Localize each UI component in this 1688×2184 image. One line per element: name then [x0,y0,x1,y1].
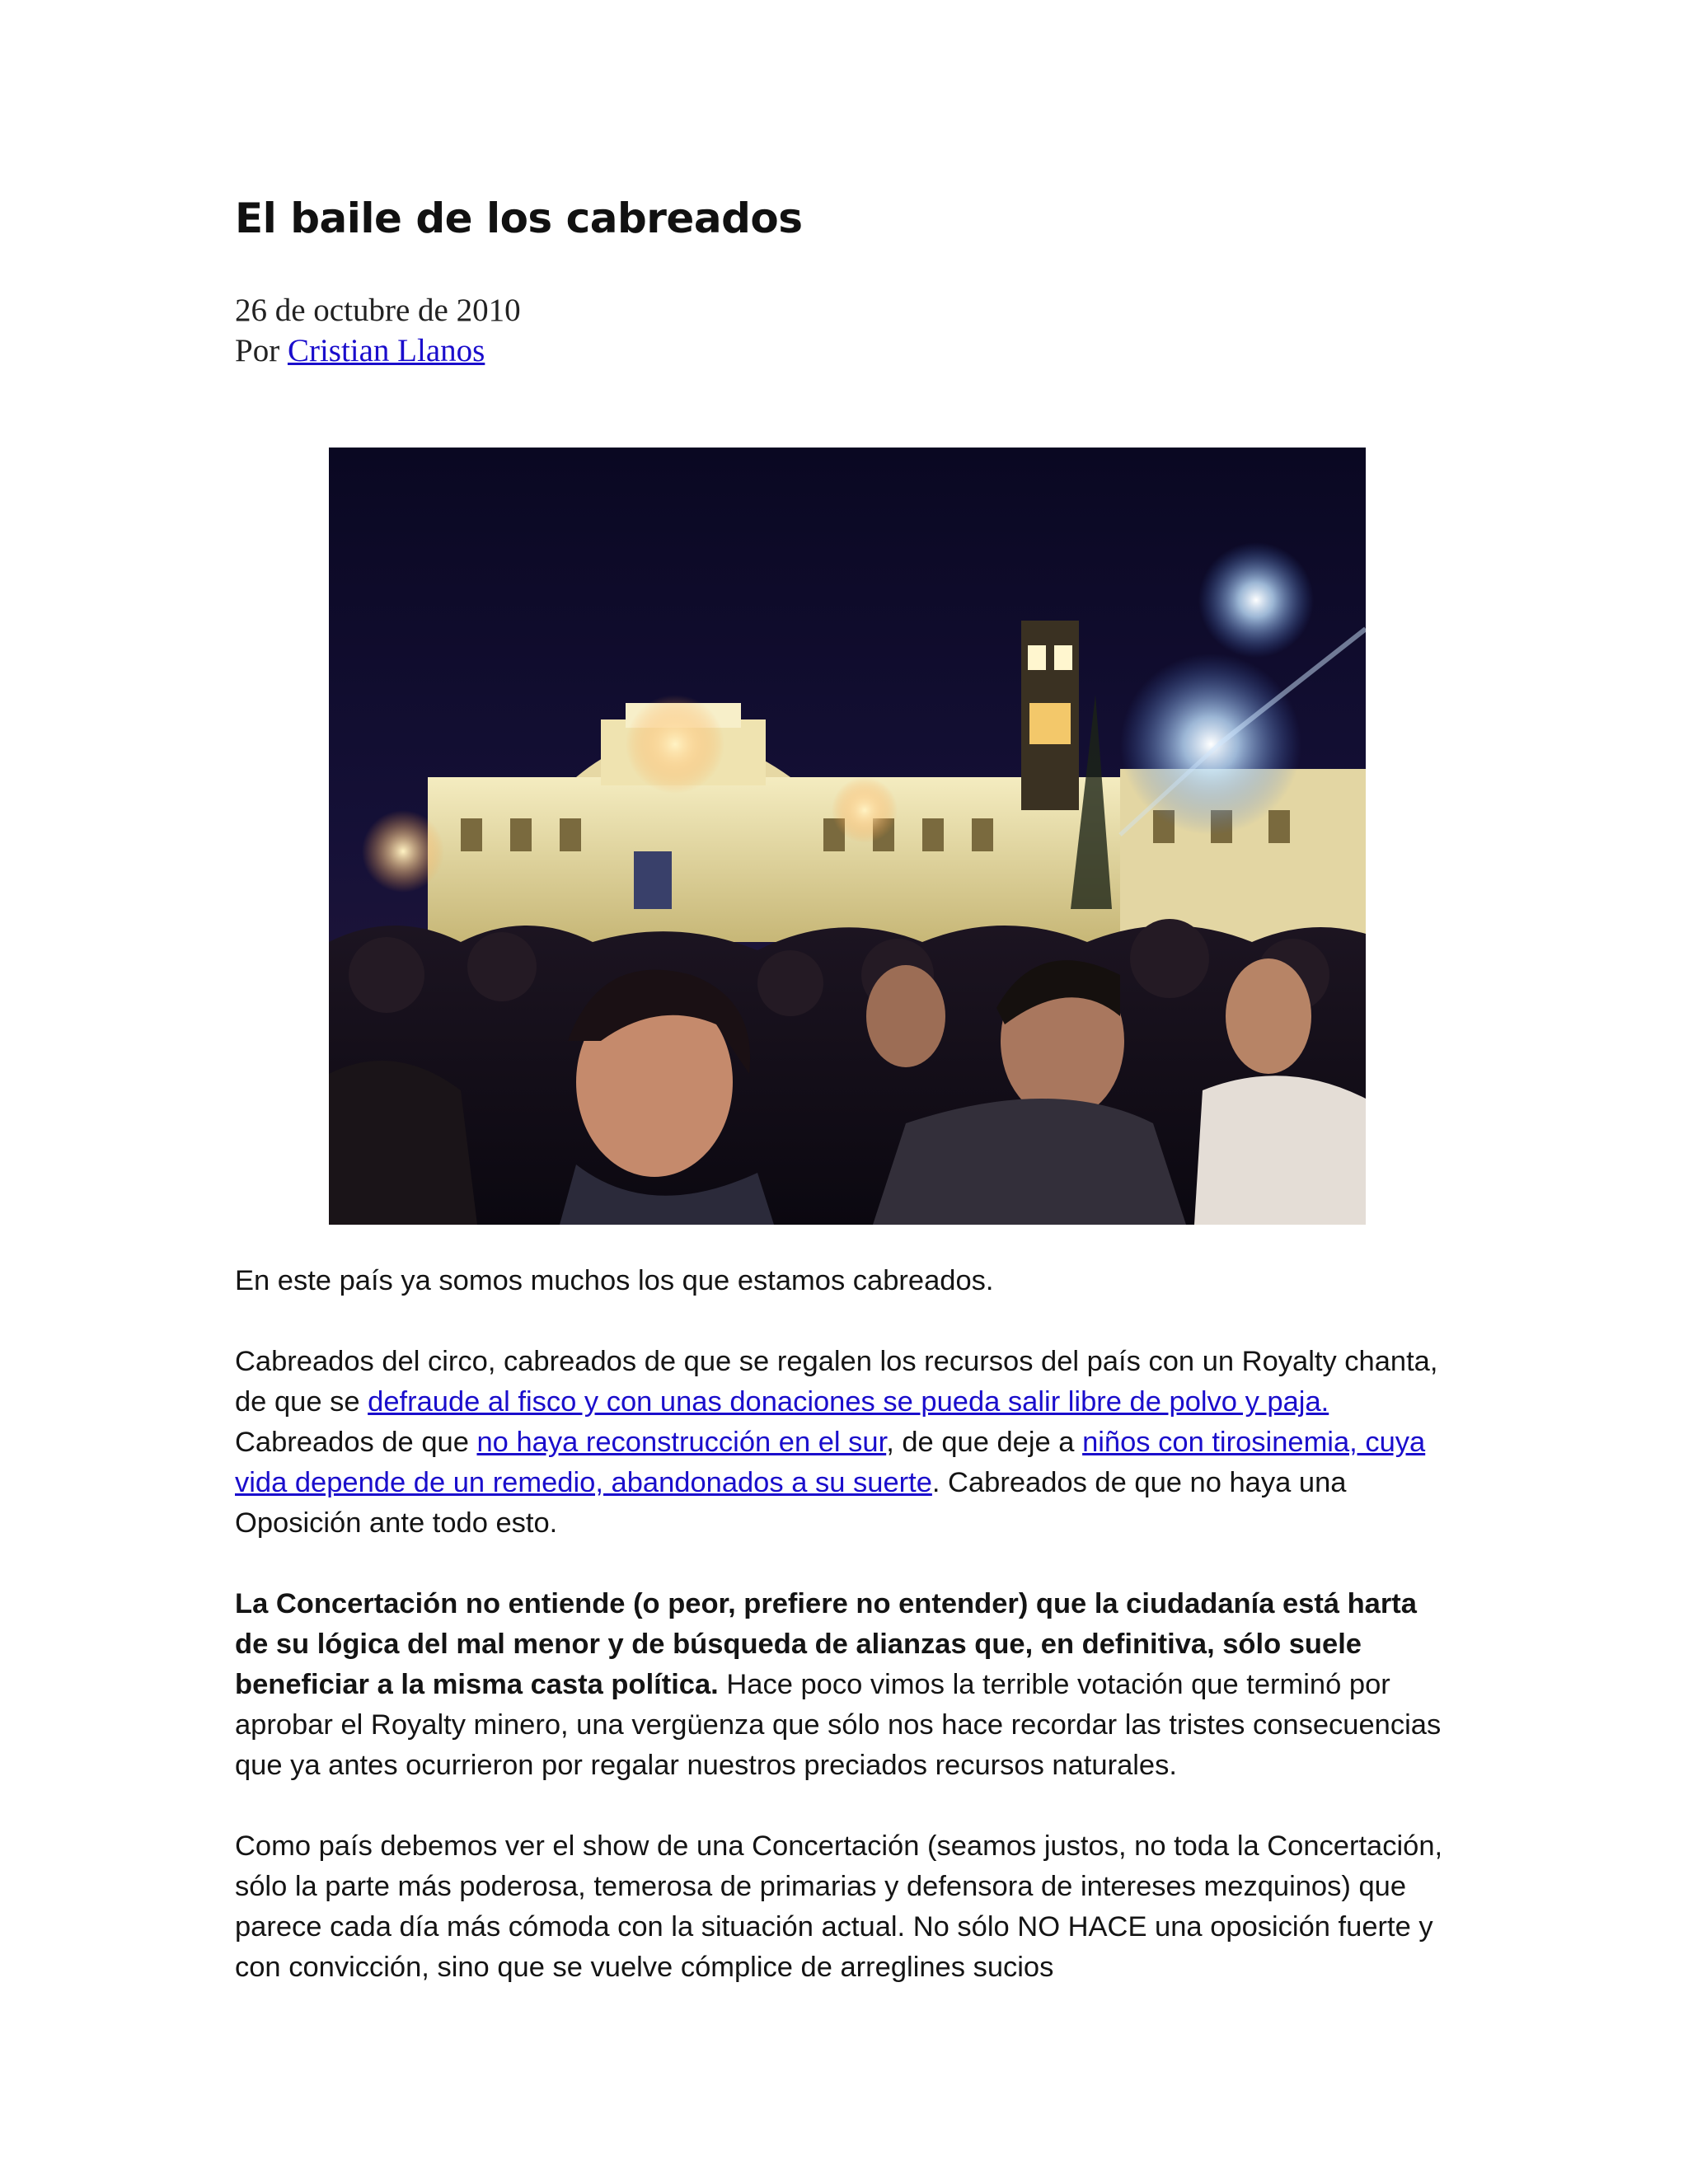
article-photo [329,448,1366,1225]
article-body [235,1261,1455,2028]
paragraph-2-text-2: Cabreados de que [235,1427,477,1458]
link-ninos-tirosinemia[interactable]: niños con tirosinemia, cuya vida depende de un remedio, abandonados a su suerte [235,1427,1426,1498]
paragraph-2 [235,1342,1455,1544]
article-title: El baile de los cabreados [235,194,803,242]
paragraph-3 [235,1584,1455,1786]
article-byline [235,330,521,371]
link-reconstruccion-sur[interactable]: no haya reconstrucción en el sur [476,1427,887,1458]
article-date: 26 de octubre de 2010 [235,293,521,328]
author-link[interactable]: Cristian Llanos [287,333,485,368]
paragraph-3-text: Hace poco vimos la terrible votación que terminó por aprobar el Royalty minero, una vergüenza que sólo nos hace recordar las tristes consecuencias que ya antes ocurrieron por regalar nuestros preciados recursos naturales. [235,1669,1442,1781]
paragraph-2-text-1: Cabreados del circo, cabreados de que se regalen los recursos del país con un Royalty chanta, de que se [235,1346,1438,1418]
paragraph-1: En este país ya somos muchos los que estamos cabreados. [235,1265,994,1296]
paragraph-4: Como país debemos ver el show de una Concertación (seamos justos, no toda la Concertación, sólo la parte más poderosa, temerosa de primarias y defensora de intereses mezquinos) que parece cada día más cómoda con la situación actual. No sólo NO HACE una oposición fuerte y con convicción, sino que se vuelve cómplice de arreglines sucios [235,1830,1443,1983]
paragraph-2-text-3: , de que deje a [886,1427,1083,1458]
link-defraude-fisco[interactable]: defraude al fisco y con unas donaciones se pueda salir libre de polvo y paja. [368,1386,1329,1418]
paragraph-2-text-4: . Cabreados de que no haya una Oposición ante todo esto. [235,1467,1347,1539]
paragraph-3-bold: La Concertación no entiende (o peor, prefiere no entender) que la ciudadanía está harta de su lógica del mal menor y de búsqueda de alianzas que, en definitiva, sólo suele beneficiar a la misma casta política. [235,1588,1417,1700]
byline-prefix: Por [235,333,288,368]
article-meta [235,290,521,371]
